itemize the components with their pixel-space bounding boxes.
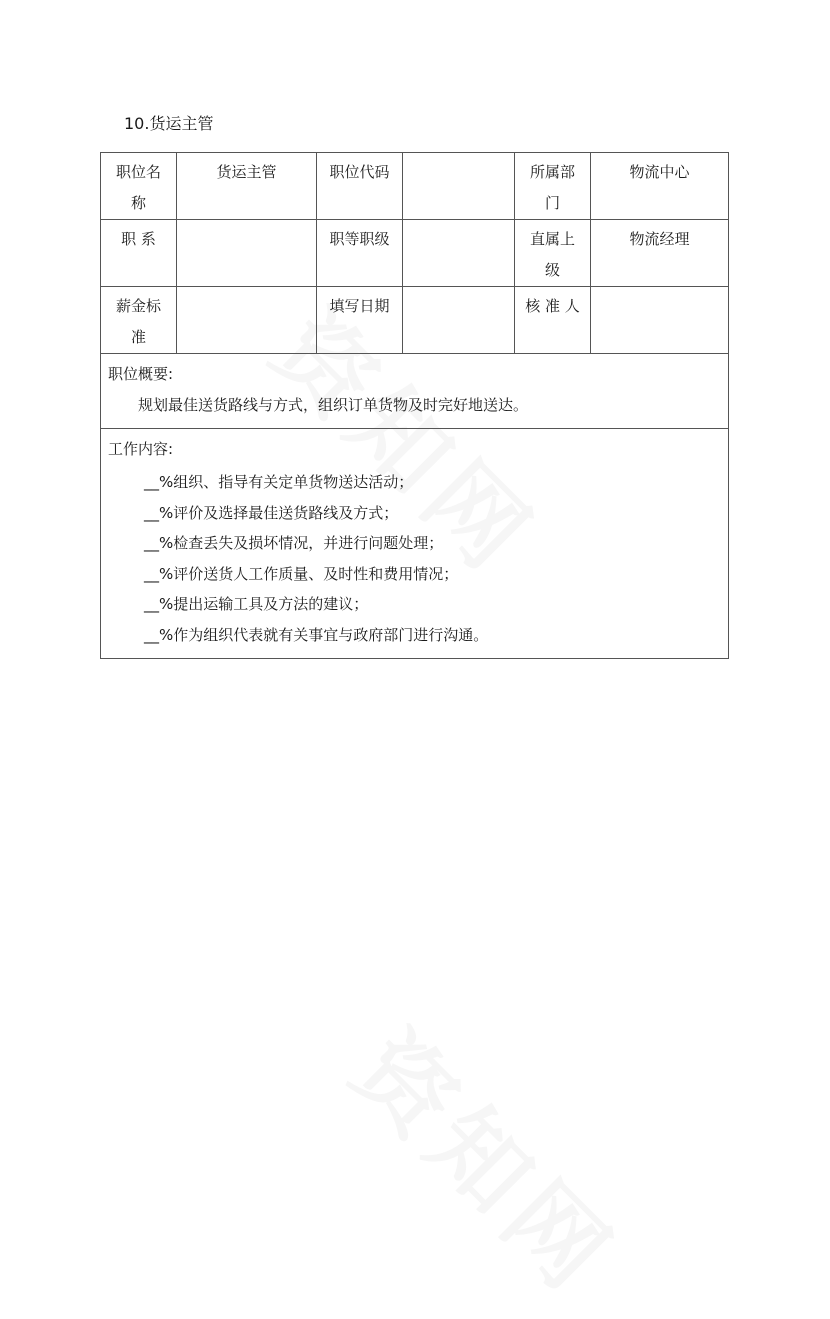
position-name-label: 职位名称 xyxy=(115,163,161,212)
value-cell xyxy=(591,153,729,220)
list-item: __%提出运输工具及方法的建议； xyxy=(144,595,369,613)
value-cell xyxy=(403,287,515,354)
label-cell xyxy=(101,153,177,220)
list-item: __%组织、指导有关定单货物送达活动； xyxy=(144,473,414,491)
value-cell xyxy=(403,153,515,220)
list-item: __%评价及选择最佳送货路线及方式； xyxy=(144,503,399,522)
value-cell xyxy=(591,287,729,354)
label-cell xyxy=(515,153,591,220)
value-cell xyxy=(177,153,317,220)
position-name-value: 货运主管 xyxy=(216,163,277,181)
grade-label: 职等职级 xyxy=(329,230,390,248)
fill-date-label: 填写日期 xyxy=(329,297,390,315)
department-value: 物流中心 xyxy=(629,163,690,181)
grade-value xyxy=(403,220,514,224)
duty-list xyxy=(108,467,720,650)
value-cell xyxy=(177,220,317,287)
value-cell xyxy=(591,220,729,287)
department-label: 所属部门 xyxy=(529,163,575,212)
label-cell xyxy=(317,153,403,220)
section-title: 10.货运主管 xyxy=(124,114,214,133)
list-item: __%作为组织代表就有关事宜与政府部门进行沟通。 xyxy=(144,625,489,644)
table-row xyxy=(101,153,729,220)
value-cell xyxy=(403,220,515,287)
duties-section xyxy=(101,429,729,659)
table-row xyxy=(101,354,729,429)
list-item: __%检查丢失及损坏情况，并进行问题处理； xyxy=(144,534,444,552)
summary-heading: 职位概要: xyxy=(108,365,174,383)
label-cell xyxy=(317,287,403,354)
approver-label: 核 准 人 xyxy=(525,297,580,315)
label-cell xyxy=(101,287,177,354)
job-family-label: 职 系 xyxy=(121,230,156,248)
approver-value xyxy=(591,287,728,291)
summary-text: 规划最佳送货路线与方式，组织订单货物及时完好地送达。 xyxy=(138,396,529,414)
job-family-value xyxy=(177,220,316,224)
label-cell xyxy=(515,287,591,354)
label-cell xyxy=(515,220,591,287)
list-item: __%评价送货人工作质量、及时性和费用情况； xyxy=(144,564,459,583)
value-cell xyxy=(177,287,317,354)
label-cell xyxy=(101,220,177,287)
supervisor-value: 物流经理 xyxy=(629,230,690,248)
fill-date-value xyxy=(403,287,514,291)
position-code-value xyxy=(403,153,514,157)
table-row xyxy=(101,287,729,354)
duties-heading: 工作内容: xyxy=(108,440,174,458)
salary-value xyxy=(177,287,316,291)
job-description-table xyxy=(100,152,729,659)
salary-label: 薪金标准 xyxy=(115,297,161,346)
label-cell xyxy=(317,220,403,287)
table-row xyxy=(101,429,729,659)
watermark xyxy=(328,998,650,1319)
supervisor-label: 直属上级 xyxy=(529,230,575,279)
position-code-label: 职位代码 xyxy=(329,163,390,181)
table-row xyxy=(101,220,729,287)
summary-section xyxy=(101,354,729,429)
